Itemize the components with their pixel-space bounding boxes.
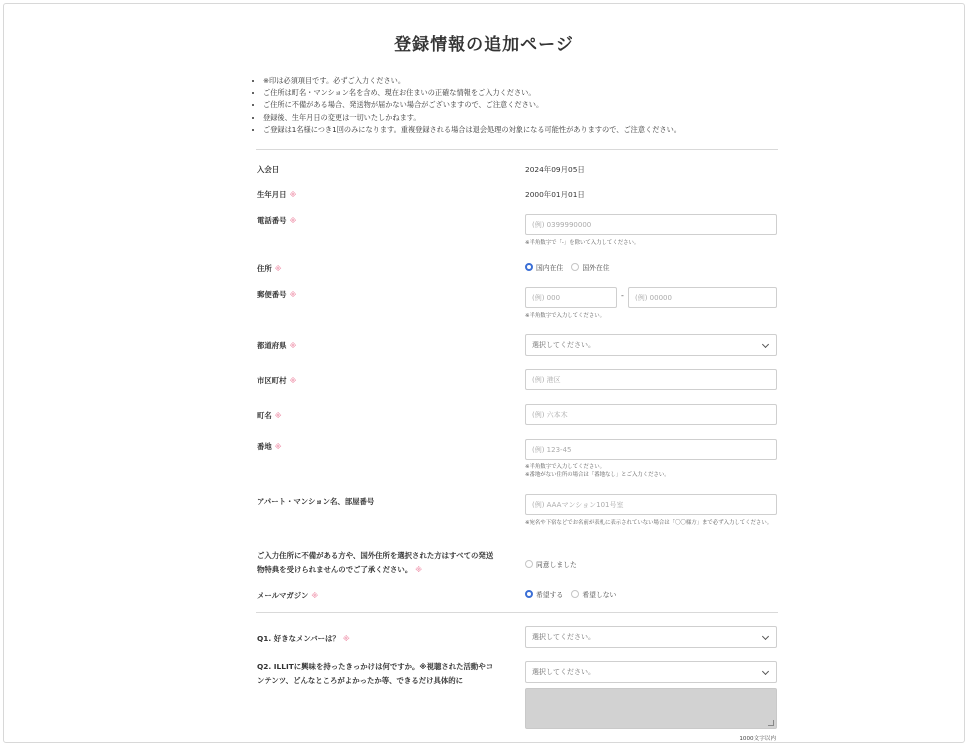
city-label-text: 市区町村 — [257, 376, 287, 385]
required-mark: ※ — [289, 291, 297, 299]
street-label — [257, 441, 282, 452]
q2-select[interactable] — [525, 661, 777, 683]
radio-unselected-icon — [571, 590, 579, 598]
postal-label-text: 郵便番号 — [257, 290, 287, 299]
required-mark: ※ — [274, 265, 282, 273]
q2-select-value: 選択してください。 — [532, 668, 595, 676]
building-hint: ※宛名や下宿などでお名前が表札に表示されていない場合は「〇〇様方」まで必ず入力してください。 — [525, 520, 773, 526]
notes-list — [251, 75, 803, 136]
required-mark: ※ — [289, 217, 297, 225]
address-type-label-text: 住所 — [257, 264, 272, 273]
radio-selected-icon — [525, 263, 533, 271]
page-title: 登録情報の追加ページ — [394, 35, 574, 55]
prefecture-label — [257, 340, 296, 351]
street-hint-1: ※半角数字で入力してください。 — [525, 464, 605, 470]
divider — [256, 612, 778, 613]
postal-separator: - — [621, 291, 624, 300]
town-label — [257, 410, 282, 421]
checkbox-icon — [525, 560, 533, 568]
prefecture-select-value: 選択してください。 — [532, 341, 595, 349]
prefecture-select[interactable] — [525, 334, 777, 356]
char-limit-counter: 1000文字以内 — [739, 736, 776, 742]
divider — [256, 149, 778, 150]
required-mark: ※ — [342, 635, 350, 643]
required-mark: ※ — [289, 342, 297, 350]
note-item: • ご住所は町名・マンション名を含め、現在お住まいの正確な情報をご入力ください。 — [263, 87, 803, 99]
birth-date-label-text: 生年月日 — [257, 190, 287, 199]
radio-selected-icon — [525, 590, 533, 598]
note-item: • ※印は必須項目です。必ずご入力ください。 — [263, 75, 803, 87]
radio-newsletter-no-label: 希望しない — [582, 591, 617, 599]
postal-code-second-input[interactable] — [628, 287, 777, 308]
note-item: • ご住所に不備がある場合、発送物が届かない場合がございますので、ご注意ください。 — [263, 99, 803, 111]
town-input[interactable] — [525, 404, 777, 425]
note-item: • 登録後、生年月日の変更は一切いたしかねます。 — [263, 112, 803, 124]
required-mark: ※ — [274, 443, 282, 451]
radio-domestic-label: 国内在住 — [536, 264, 564, 272]
street-label-text: 番地 — [257, 442, 272, 451]
required-mark: ※ — [274, 412, 282, 420]
street-input[interactable] — [525, 439, 777, 460]
street-hint-2: ※番地がない住所の場合は「番地なし」とご入力ください。 — [525, 472, 670, 478]
agreement-checkbox-label: 同意しました — [536, 561, 577, 569]
required-mark: ※ — [289, 191, 297, 199]
join-date-label: 入会日 — [257, 165, 280, 174]
agreement-label-text: ご入力住所に不備がある方や、国外住所を選択された方はすべての発送物特典を受けられませんのでご了承ください。 — [257, 551, 494, 574]
chevron-down-icon — [762, 633, 769, 640]
radio-unselected-icon — [571, 263, 579, 271]
phone-input[interactable] — [525, 214, 777, 235]
agreement-checkbox[interactable] — [525, 559, 577, 569]
building-label: アパート・マンション名、部屋番号 — [257, 497, 375, 506]
radio-domestic[interactable] — [525, 263, 563, 271]
q1-select[interactable] — [525, 626, 777, 648]
chevron-down-icon — [762, 341, 769, 348]
q1-label-text: Q1. 好きなメンバーは？ — [257, 634, 340, 643]
required-mark: ※ — [415, 566, 423, 574]
newsletter-label — [257, 590, 318, 601]
radio-newsletter-yes-label: 希望する — [536, 591, 564, 599]
radio-overseas-label: 国外在住 — [582, 264, 610, 272]
phone-label — [257, 215, 296, 226]
required-mark: ※ — [311, 592, 319, 600]
birth-date-value: 2000年01月01日 — [525, 190, 585, 199]
phone-hint: ※半角数字で「-」を除いて入力してください。 — [525, 240, 640, 246]
phone-label-text: 電話番号 — [257, 216, 287, 225]
radio-newsletter-yes[interactable] — [525, 590, 563, 598]
postal-code-first-input[interactable] — [525, 287, 617, 308]
note-item: • ご登録は1名様につき1回のみになります。重複登録される場合は退会処理の対象になる可能性がありますので、ご注意ください。 — [263, 124, 803, 136]
postal-hint: ※半角数字で入力してください。 — [525, 313, 605, 319]
newsletter-radio-group — [525, 589, 622, 599]
city-label — [257, 375, 296, 386]
city-input[interactable] — [525, 369, 777, 390]
q2-label: Q2. ILLITに興味を持ったきっかけは何ですか。※視聴された活動やコンテンツ、どんなところがよかったか等、できるだけ具体的に — [257, 662, 494, 685]
newsletter-label-text: メールマガジン — [257, 591, 309, 600]
join-date-value: 2024年09月05日 — [525, 165, 585, 174]
q1-select-value: 選択してください。 — [532, 633, 595, 641]
radio-newsletter-no[interactable] — [571, 590, 616, 598]
chevron-down-icon — [762, 668, 769, 675]
form-page — [3, 3, 965, 743]
q1-label — [257, 633, 350, 644]
q2-detail-textarea[interactable] — [525, 688, 777, 729]
address-type-label — [257, 263, 282, 274]
required-mark: ※ — [289, 377, 297, 385]
resize-handle-icon[interactable] — [768, 720, 774, 726]
radio-overseas[interactable] — [571, 263, 609, 271]
address-type-radio-group — [525, 262, 616, 272]
town-label-text: 町名 — [257, 411, 272, 420]
postal-label — [257, 289, 296, 300]
agreement-label — [257, 549, 497, 577]
prefecture-label-text: 都道府県 — [257, 341, 287, 350]
building-input[interactable] — [525, 494, 777, 515]
birth-date-label — [257, 189, 296, 200]
